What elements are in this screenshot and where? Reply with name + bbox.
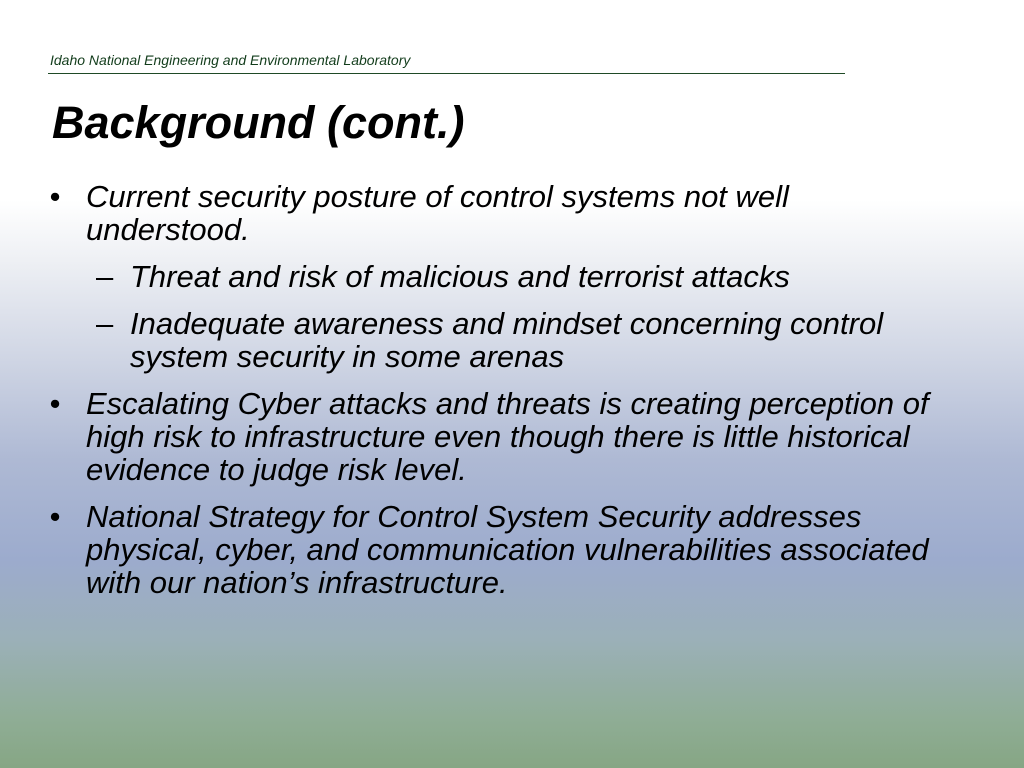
header-divider [48,73,845,74]
bullet-item-3 [40,500,960,599]
sub-bullet-item-1 [40,260,960,293]
bullet-marker: • [49,179,61,214]
bullet-marker: • [49,499,61,534]
bullet-marker: • [49,386,61,421]
dash-marker: – [96,259,114,294]
sub-bullet-text: Inadequate awareness and mindset concerning control system security in some arenas [130,306,884,374]
bullet-text: Current security posture of control systems not well understood. [86,179,789,247]
bullet-item-1 [40,180,960,246]
bullet-text: Escalating Cyber attacks and threats is creating perception of high risk to infrastructure even though there is little historical evidence to judge risk level. [86,386,929,487]
slide-content [40,180,960,613]
dash-marker: – [96,306,114,341]
bullet-text: National Strategy for Control System Security addresses physical, cyber, and communication vulnerabilities associated with our nation’s infrastructure. [86,499,929,600]
sub-bullet-item-2 [40,307,960,373]
sub-bullet-text: Threat and risk of malicious and terrorist attacks [130,259,790,294]
bullet-item-2 [40,387,960,486]
slide-title: Background (cont.) [52,97,465,148]
organization-header: Idaho National Engineering and Environmental Laboratory [50,52,411,68]
